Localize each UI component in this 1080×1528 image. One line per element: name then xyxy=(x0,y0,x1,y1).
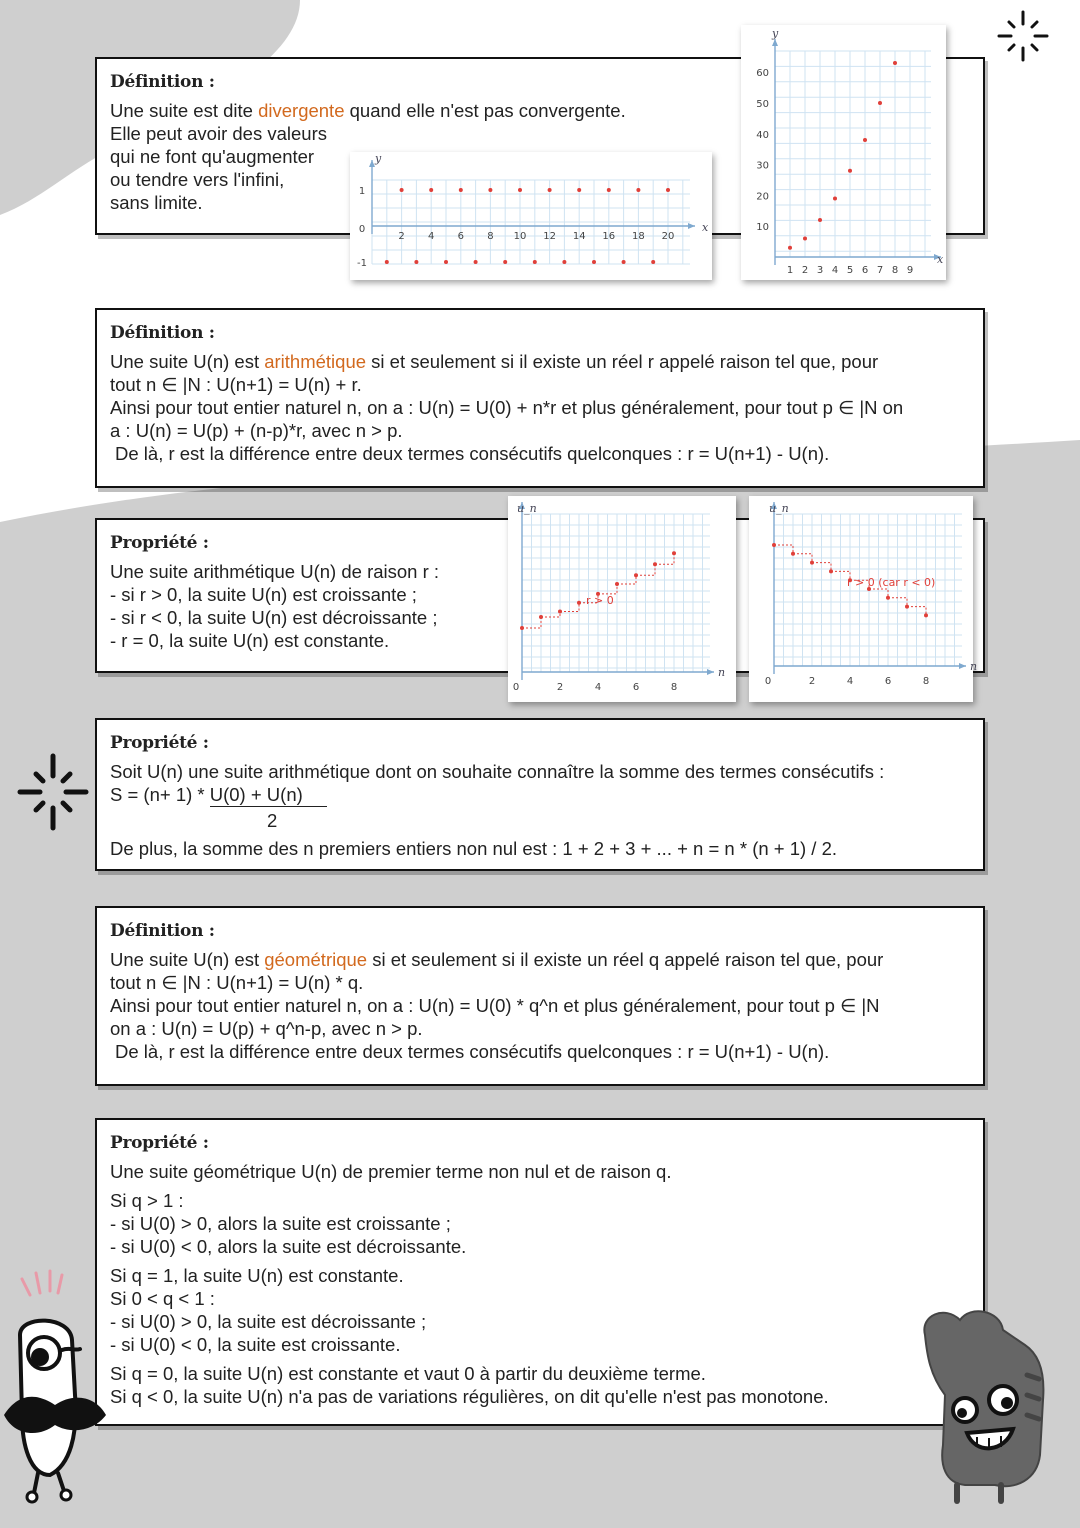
sparkle-icon xyxy=(995,8,1051,64)
text-line: sans limite. xyxy=(110,192,203,213)
data-point xyxy=(634,573,638,577)
data-point xyxy=(893,61,897,65)
x-tick-label: 4 xyxy=(831,265,839,276)
annotation-label: r > 0 xyxy=(586,594,614,607)
definition-geometrique-box xyxy=(95,906,985,1086)
data-point xyxy=(562,260,566,264)
data-point xyxy=(791,552,795,556)
data-point xyxy=(803,237,807,241)
x-tick-label: 6 xyxy=(861,265,869,276)
data-point xyxy=(548,188,552,192)
text-line: on a : U(n) = U(p) + q^n-p, avec n > p. xyxy=(110,1018,423,1039)
data-point xyxy=(558,610,562,614)
data-point xyxy=(533,260,537,264)
text-line: De là, r est la différence entre deux termes consécutifs quelconques : r = U(n+1) - U(n). xyxy=(115,1041,830,1062)
data-point xyxy=(818,218,822,222)
data-point xyxy=(810,561,814,565)
propriete-geometrique-box xyxy=(95,1118,985,1426)
y-axis-label: u_n xyxy=(517,502,537,515)
x-tick-label: 1 xyxy=(786,265,794,276)
y-tick-label: -1 xyxy=(357,258,367,269)
text-line: Si 0 < q < 1 : xyxy=(110,1288,215,1309)
x-tick-label: 10 xyxy=(513,231,527,242)
y-tick-label: 40 xyxy=(756,129,769,141)
y-tick-label: 1 xyxy=(358,186,366,197)
x-tick-label: 5 xyxy=(846,265,854,276)
text-line: a : U(n) = U(p) + (n-p)*r, avec n > p. xyxy=(110,420,403,441)
x-tick-label: 6 xyxy=(884,676,892,687)
data-point xyxy=(520,626,524,630)
data-point xyxy=(459,188,463,192)
x-tick-label: 3 xyxy=(816,265,824,276)
highlight-term: divergente xyxy=(258,100,345,121)
box-title: Définition : xyxy=(110,323,215,343)
data-point xyxy=(488,188,492,192)
y-axis-label: y xyxy=(772,27,779,40)
chart-alternating-card xyxy=(350,152,712,280)
text-line: Elle peut avoir des valeurs xyxy=(110,123,327,144)
x-tick-label: 2 xyxy=(808,676,816,687)
data-point xyxy=(666,188,670,192)
y-tick-label: 60 xyxy=(756,68,769,80)
x-axis-label: n xyxy=(970,660,978,673)
y-axis-label: y xyxy=(375,152,382,165)
data-point xyxy=(577,188,581,192)
x-tick-label: 2 xyxy=(801,265,809,276)
data-point xyxy=(429,188,433,192)
mascot-left-illustration xyxy=(0,1265,115,1505)
text-line: Ainsi pour tout entier naturel n, on a : U(n) = U(0) + n*r et plus généralement, pour tout p ∈ |N on xyxy=(110,397,904,418)
data-point xyxy=(878,101,882,105)
x-axis-label: x xyxy=(702,221,709,234)
y-axis-arrow xyxy=(772,39,778,46)
text-line: - si U(0) < 0, alors la suite est décroissante. xyxy=(110,1236,467,1257)
propriete-somme-box xyxy=(95,718,985,871)
x-tick-label: 2 xyxy=(556,682,564,693)
data-point xyxy=(863,138,867,142)
text-line: Si q < 0, la suite U(n) n'a pas de variations régulières, on dit qu'elle n'est pas monotone. xyxy=(110,1386,829,1407)
y-tick-label: 10 xyxy=(756,222,769,234)
box-title: Propriété : xyxy=(110,533,209,553)
mascot-right-illustration xyxy=(915,1305,1055,1505)
x-tick-label: 6 xyxy=(632,682,640,693)
text-line: qui ne font qu'augmenter xyxy=(110,146,315,167)
chart-increasing-card xyxy=(741,25,946,280)
text-line: - si U(0) < 0, la suite est croissante. xyxy=(110,1334,401,1355)
text-line: Si q = 0, la suite U(n) est constante et vaut 0 à partir du deuxième terme. xyxy=(110,1363,706,1384)
x-tick-label: 2 xyxy=(398,231,405,242)
data-point xyxy=(772,543,776,547)
y-tick-label: 50 xyxy=(756,99,769,110)
x-axis-arrow xyxy=(959,663,966,669)
data-point xyxy=(651,260,655,264)
chart-arith-increasing xyxy=(508,496,736,702)
data-point xyxy=(788,246,792,250)
chart-arith-decreasing xyxy=(749,496,978,702)
data-point xyxy=(444,260,448,264)
x-tick-label: 6 xyxy=(457,231,464,242)
chart-arith-decreasing-card xyxy=(749,496,978,702)
x-tick-label: 8 xyxy=(891,265,899,276)
formula-line: S = (n+ 1) * U(0) + U(n) xyxy=(110,783,971,807)
annotation-label: r > 0 (car r < 0) xyxy=(847,576,936,589)
x-tick-label: 12 xyxy=(543,231,556,242)
data-point xyxy=(622,260,626,264)
sparkle-icon xyxy=(16,752,90,832)
x-axis-arrow xyxy=(707,669,714,675)
data-point xyxy=(653,562,657,566)
y-axis-label: u_n xyxy=(769,502,789,515)
text-line: - r = 0, la suite U(n) est constante. xyxy=(110,630,390,651)
text-line: Si q > 1 : xyxy=(110,1190,184,1211)
data-point xyxy=(636,188,640,192)
box-title: Définition : xyxy=(110,72,215,92)
x-tick-label: 4 xyxy=(428,231,435,242)
text-line: Soit U(n) une suite arithmétique dont on souhaite connaître la somme des termes consécutifs : xyxy=(110,761,885,782)
x-tick-label: 8 xyxy=(487,231,494,242)
highlight-term: arithmétique xyxy=(264,351,367,372)
y-tick-label: 0 xyxy=(358,224,366,235)
x-tick-label: 16 xyxy=(602,231,616,242)
data-point xyxy=(474,260,478,264)
data-point xyxy=(503,260,507,264)
text-line: De plus, la somme des n premiers entiers non nul est : 1 + 2 + 3 + ... + n = n * (n + 1) / 2. xyxy=(110,838,838,859)
y-tick-label: 30 xyxy=(756,160,769,172)
box-title: Définition : xyxy=(110,921,215,941)
x-tick-label: 9 xyxy=(906,265,914,276)
text-line: Une suite arithmétique U(n) de raison r : xyxy=(110,561,440,582)
data-point xyxy=(400,188,404,192)
y-tick-label: 20 xyxy=(756,191,769,203)
x-tick-label: 7 xyxy=(876,265,884,276)
text-line: tout n ∈ |N : U(n+1) = U(n) * q. xyxy=(110,972,364,993)
text-line: De là, r est la différence entre deux termes consécutifs quelconques : r = U(n+1) - U(n). xyxy=(115,443,830,464)
text-line: Une suite U(n) est arithmétique si et seulement si il existe un réel r appelé raison tel que, pour xyxy=(110,351,879,372)
text-line: Si q = 1, la suite U(n) est constante. xyxy=(110,1265,404,1286)
x-tick-label: 8 xyxy=(670,682,678,693)
data-point xyxy=(905,605,909,609)
chart-increasing xyxy=(741,25,946,280)
data-point xyxy=(829,569,833,573)
x-tick-label: 8 xyxy=(922,676,930,687)
data-point xyxy=(539,615,543,619)
data-point xyxy=(414,260,418,264)
fraction-numerator: U(0) + U(n) xyxy=(210,783,327,807)
text-line: Une suite est dite divergente quand elle n'est pas convergente. xyxy=(110,100,626,121)
definition-arithmetique-box xyxy=(95,308,985,488)
text-line: Une suite U(n) est géométrique si et seulement si il existe un réel q appelé raison tel que, pour xyxy=(110,949,884,970)
data-point xyxy=(577,601,581,605)
data-point xyxy=(924,613,928,617)
text-line: - si U(0) > 0, la suite est décroissante ; xyxy=(110,1311,427,1332)
box-title: Propriété : xyxy=(110,733,209,753)
x-tick-label: 0 xyxy=(512,682,520,693)
x-tick-label: 18 xyxy=(632,231,645,242)
x-tick-label: 14 xyxy=(572,231,586,242)
x-tick-label: 4 xyxy=(594,682,602,693)
x-tick-label: 4 xyxy=(846,676,854,687)
data-point xyxy=(592,260,596,264)
text-line: Ainsi pour tout entier naturel n, on a : U(n) = U(0) * q^n et plus généralement, pour tout p ∈ |N xyxy=(110,995,880,1016)
data-point xyxy=(385,260,389,264)
box-title: Propriété : xyxy=(110,1133,209,1153)
chart-alternating xyxy=(350,152,712,280)
data-point xyxy=(833,196,837,200)
data-point xyxy=(848,169,852,173)
text-line: Une suite géométrique U(n) de premier terme non nul et de raison q. xyxy=(110,1161,672,1182)
data-point xyxy=(615,582,619,586)
data-point xyxy=(886,596,890,600)
text-line: - si r > 0, la suite U(n) est croissante ; xyxy=(110,584,417,605)
x-axis-label: n xyxy=(718,666,726,679)
data-point xyxy=(518,188,522,192)
text-line: ou tendre vers l'infini, xyxy=(110,169,285,190)
text-line: tout n ∈ |N : U(n+1) = U(n) + r. xyxy=(110,374,362,395)
text-line: - si r < 0, la suite U(n) est décroissante ; xyxy=(110,607,438,628)
fraction-denominator: 2 xyxy=(267,810,278,831)
text-line: - si U(0) > 0, alors la suite est croissante ; xyxy=(110,1213,451,1234)
highlight-term: géométrique xyxy=(264,949,368,970)
data-point xyxy=(672,551,676,555)
data-point xyxy=(607,188,611,192)
x-tick-label: 20 xyxy=(661,231,675,242)
x-axis-label: x xyxy=(937,253,944,266)
x-axis-arrow xyxy=(688,223,695,229)
chart-arith-increasing-card xyxy=(508,496,736,702)
x-tick-label: 0 xyxy=(764,676,772,687)
